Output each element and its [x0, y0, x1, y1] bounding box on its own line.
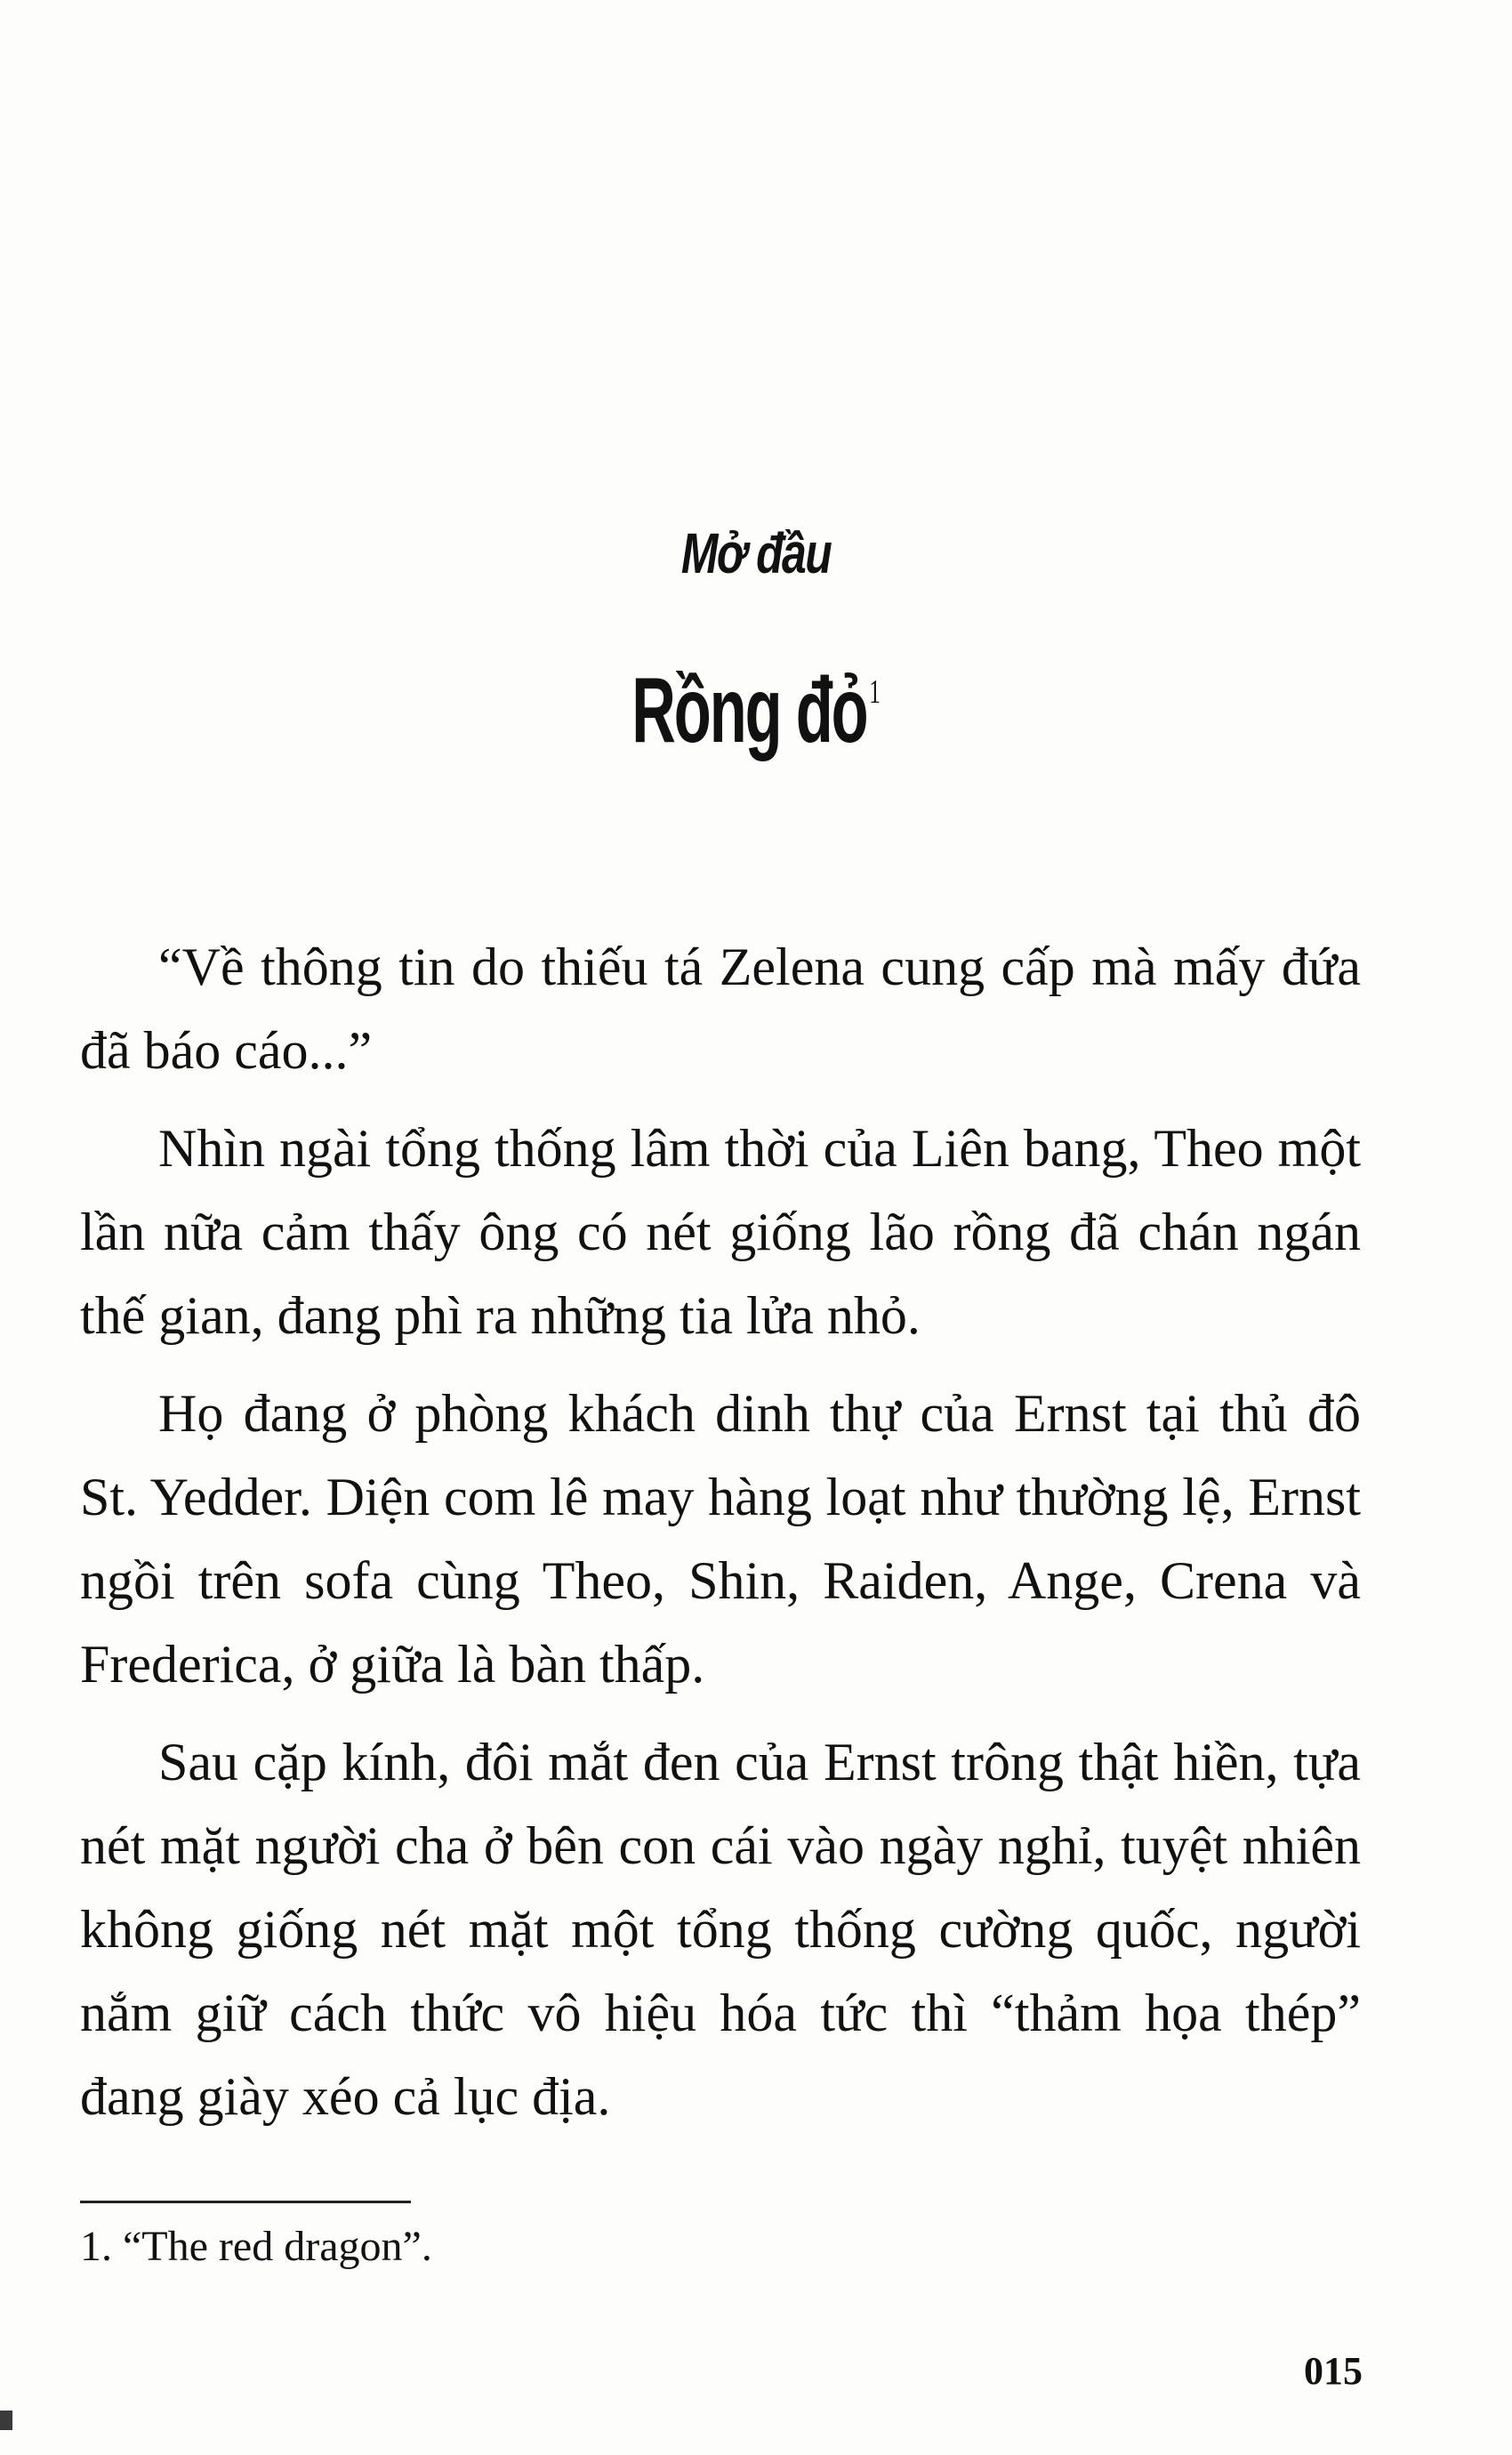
- footnote: 1. “The red dragon”.: [80, 2223, 432, 2270]
- paragraph: Họ đang ở phòng khách dinh thự của Ernst tại thủ đô St. Yedder. Diện com lê may hàng loạt như thường lệ, Ernst ngồi trên sofa cùng Theo, Shin, Raiden, Ange, Crena và Frederica, ở giữa là bàn thấp.: [80, 1384, 1361, 1694]
- page-number: 015: [1304, 2349, 1363, 2393]
- chapter-title: [257, 658, 1255, 764]
- footnote-divider: [80, 2201, 411, 2203]
- footnote-reference: 1: [869, 673, 881, 711]
- body-text: [80, 925, 1361, 2153]
- chapter-label: Mở đầu: [680, 521, 832, 585]
- paragraph: Nhìn ngài tổng thống lâm thời của Liên bang, Theo một lần nữa cảm thấy ông có nét giống lão rồng đã chán ngán thế gian, đang phì ra những tia lửa nhỏ.: [80, 1119, 1361, 1345]
- chapter-title-text: Rồng đỏ: [631, 659, 867, 762]
- scan-edge-mark: [0, 2411, 12, 2430]
- paragraph: Sau cặp kính, đôi mắt đen của Ernst trông thật hiền, tựa nét mặt người cha ở bên con cái vào ngày nghỉ, tuyệt nhiên không giống nét mặt một tổng thống cường quốc, người nắm giữ cách thức vô hiệu hóa tức thì “thảm họa thép” đang giày xéo cả lục địa.: [80, 1733, 1361, 2126]
- paragraph: “Về thông tin do thiếu tá Zelena cung cấp mà mấy đứa đã báo cáo...”: [80, 938, 1361, 1080]
